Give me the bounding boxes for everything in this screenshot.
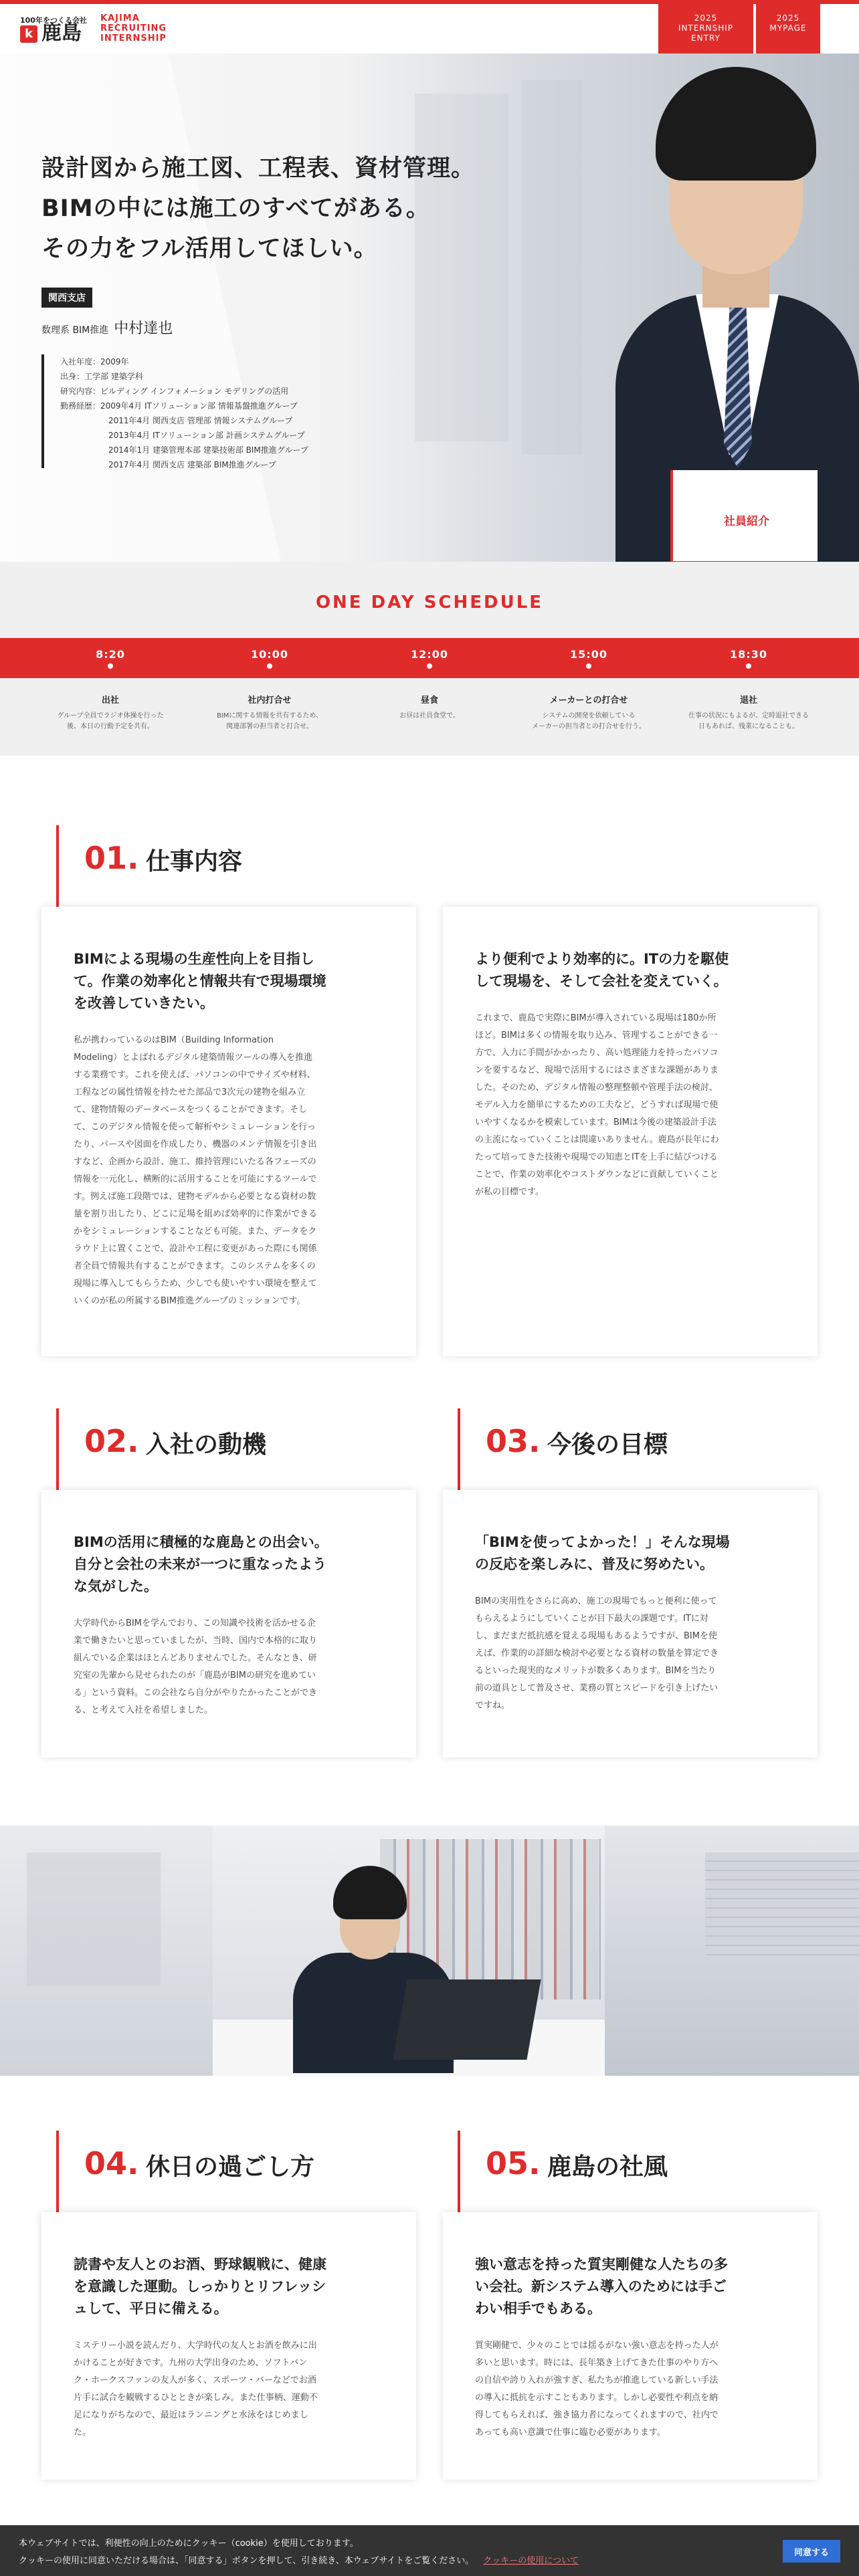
- mypage-button[interactable]: [756, 4, 820, 53]
- schedule-title: ONE DAY SCHEDULE: [315, 593, 544, 613]
- office-photo-center: [213, 1826, 605, 2076]
- schedule-time: [190, 638, 349, 678]
- body-line: 量を割り出したり、どこに足場を組めば効率的に作業ができる: [74, 1209, 318, 1219]
- body-line: の自信や誇り入れが強すぎ、私たちが推進している新しい手法: [475, 2375, 719, 2385]
- body-line: ラウド上に置くことで、設計や工程に変更があった際にも関係: [74, 1244, 317, 1254]
- entry-line: 2025: [694, 13, 718, 23]
- schedule-time-text: 12:00: [411, 648, 448, 661]
- body-line: する業務です。これを使えば、パソコンの中でサイズや材料、: [74, 1070, 316, 1080]
- body-line: ミステリー小説を読んだり、大学時代の友人とお酒を飲みに出: [74, 2341, 317, 2351]
- section-number: 01.: [84, 840, 139, 876]
- card-heading: [74, 1531, 384, 1598]
- heading-line: より便利でより効率的に。ITの力を駆使: [475, 951, 729, 967]
- card-heading: [475, 1531, 785, 1576]
- cookie-agree-button[interactable]: 同意する: [783, 2540, 840, 2563]
- entry-line: INTERNSHIP: [678, 23, 734, 33]
- body-line: 情報を一元化し、横断的に活用することを可能にするツールで: [74, 1174, 317, 1184]
- schedule-item: [350, 638, 509, 722]
- body-line: 大学時代からBIMを学んでおり、この知識や技術を活かせる企: [74, 1618, 316, 1628]
- career-line: 出身：工学部 建築学科: [60, 372, 143, 381]
- card-body: [74, 1032, 384, 1310]
- heading-line: わい相手でもある。: [475, 2300, 601, 2317]
- timeline-dot-icon: [427, 663, 432, 669]
- section-title: 仕事内容: [146, 848, 243, 875]
- branch-badge: 関西支店: [41, 288, 92, 308]
- section-title: 入社の動機: [146, 1431, 267, 1459]
- cookie-text-line: 本ウェブサイトでは、利便性の向上のためにクッキー（cookie）を使用しております。: [19, 2539, 359, 2549]
- desc-line: グループ全員でラジオ体操を行った: [57, 712, 164, 720]
- section-number: 04.: [84, 2145, 139, 2181]
- schedule-time: [31, 638, 190, 678]
- photo-band: [0, 1826, 859, 2076]
- holiday-card: [41, 2212, 416, 2480]
- body-line: ほど。BIMは多くの情報を取り込み、管理することができる一: [475, 1031, 718, 1041]
- body-line: BIMの実用性をさらに高め、施工の現場でもっと便利に使って: [475, 1596, 717, 1606]
- body-line: かけることが好きです。九州の大学出身のため、ソフトバン: [74, 2358, 308, 2368]
- card-heading: [74, 948, 384, 1014]
- body-line: あっても高い意識で仕事に臨む必要があります。: [475, 2428, 666, 2438]
- card-heading: [475, 948, 785, 992]
- body-line: 究室の先輩から見せられたのが「鹿島がBIMの研究を進めてい: [74, 1671, 316, 1681]
- body-line: 質実剛健で、少々のことでは揺るがない強い意志を持った人が: [475, 2341, 719, 2351]
- schedule-desc: [669, 711, 828, 732]
- body-line: ことで、作業の効率化やコストダウンなどに貢献していくこと: [475, 1170, 719, 1180]
- section-title: 鹿島の社風: [547, 2153, 668, 2181]
- body-line: たって培ってきた技術や現場での知恵とITを上手に結びつける: [475, 1152, 718, 1162]
- body-line: 私が携わっているのはBIM（Building Information: [74, 1035, 274, 1045]
- body-line: すなど、企画から設計、施工、維持管理にいたる各フェーズの: [74, 1157, 316, 1167]
- body-line: 多いと思います。時には、長年築き上げてきた仕事のやり方へ: [475, 2358, 718, 2368]
- body-line: 業で働きたいと思っていましたが、当時、国内で本格的に取り: [74, 1636, 318, 1646]
- body-line: ンを要するなど、現場で活用するにはさまざまな課題がありま: [475, 1065, 719, 1075]
- schedule-label: 社内打合せ: [248, 695, 292, 706]
- career-line: 2011年4月 関西支店 管理部 情報システムグループ: [108, 416, 293, 425]
- career-line: 勤務経歴：2009年4月 ITソリューション部 情報基盤推進グループ: [60, 401, 298, 411]
- logo-sub-line: RECRUITING: [100, 23, 167, 33]
- section-number: 05.: [486, 2145, 541, 2181]
- card-heading: [74, 2254, 384, 2320]
- body-line: えば、作業的の詳細な検討や必要となる資材の数量を算定でき: [475, 1648, 719, 1658]
- schedule-desc: [509, 711, 668, 732]
- schedule-label: 退社: [739, 695, 757, 706]
- schedule-time-text: 18:30: [730, 648, 767, 661]
- work-card-left: [41, 907, 416, 1356]
- body-line: いやすくなるかを模索しています。BIMは今後の建築設計手法: [475, 1117, 717, 1128]
- schedule-desc: [31, 711, 190, 732]
- goal-card: [443, 1490, 818, 1757]
- schedule-item: [669, 638, 828, 732]
- schedule-label: メーカーとの打合せ: [549, 695, 628, 706]
- card-heading: [475, 2254, 785, 2320]
- heading-line: の反応を楽しみに、普及に努めたい。: [475, 1556, 714, 1572]
- schedule-time-text: 10:00: [251, 648, 288, 661]
- section-number: 02.: [84, 1423, 139, 1459]
- body-line: の主流になっていくことは間違いありません。鹿島が長年にわ: [475, 1135, 719, 1145]
- body-line: ク・ホークスファンの友人が多く、スポーツ・バーなどでお酒: [74, 2375, 316, 2385]
- section-title: 今後の目標: [547, 1431, 668, 1459]
- heading-line: を意識した運動。しっかりとリフレッシ: [74, 2278, 326, 2294]
- desc-line: 関連部署の担当者と打合せ。: [226, 723, 313, 730]
- schedule-time: [669, 638, 828, 678]
- career-line: 2013年4月 ITソリューション部 計画システムグループ: [108, 431, 305, 440]
- card-body: [475, 2337, 785, 2442]
- mypage-line: MYPAGE: [769, 23, 807, 33]
- desc-line: 仕事の状況にもよるが、定時退社できる: [688, 712, 809, 720]
- schedule-label: 出社: [101, 695, 119, 706]
- career-profile: [41, 354, 343, 468]
- heading-line: い会社。新システム導入のためには手ご: [475, 2278, 727, 2294]
- heading-line: を改善していきたい。: [74, 995, 214, 1011]
- logo-sub-line: INTERNSHIP: [100, 33, 167, 43]
- timeline-dot-icon: [746, 663, 751, 669]
- hero-title-line: 設計図から施工図、工程表、資材管理。: [41, 155, 476, 182]
- schedule-desc: [350, 711, 509, 722]
- employee-role: 数理系 BIM推進: [41, 325, 109, 336]
- body-line: 工程などの属性情報を持たせた部品で3次元の建物を組み立: [74, 1087, 306, 1097]
- heading-line: 「BIMを使ってよかった！」そんな現場: [475, 1534, 730, 1550]
- heading-line: 自分と会社の未来が一つに重なったよう: [74, 1556, 326, 1572]
- work-card-right: [443, 907, 818, 1356]
- cookie-banner: [0, 2525, 859, 2576]
- schedule-desc: [190, 711, 349, 732]
- heading-line: して現場を、そして会社を変えていく。: [475, 973, 728, 989]
- body-line: 方で、入力に手間がかかったり、高い処理能力を持ったパソコ: [475, 1048, 719, 1058]
- employee-name-line: [41, 317, 173, 338]
- schedule-item: [190, 638, 349, 732]
- schedule-item: [509, 638, 668, 732]
- logo-tagline[interactable]: 100年をつくる会社: [20, 16, 87, 25]
- heading-line: 強い意志を持った質実剛健な人たちの多: [475, 2256, 728, 2272]
- body-line: て、建物情報のデータベースをつくることができます。そし: [74, 1105, 308, 1115]
- schedule-time-text: 15:00: [570, 648, 607, 661]
- desc-line: システムの開発を依頼している: [542, 712, 636, 720]
- body-line: るといった現実的なメリットが数多くあります。BIMを当たり: [475, 1666, 717, 1676]
- body-line: 者全員で情報共有することができます。このシステムを多くの: [74, 1261, 316, 1271]
- body-line: かをシミュレーションすることなども可能。また、データをク: [74, 1226, 317, 1237]
- employee-intro-label: 社員紹介: [724, 515, 769, 528]
- body-line: いくのが私の所属するBIM推進グループのミッションです。: [74, 1296, 306, 1306]
- schedule-label: 昼食: [420, 695, 438, 706]
- internship-entry-button[interactable]: [658, 4, 753, 53]
- timeline-dot-icon: [586, 663, 591, 669]
- desc-line: 日もあれば、残業になることも。: [698, 723, 799, 730]
- office-photo-right: [605, 1826, 859, 2076]
- heading-line: 読書や友人とのお酒、野球観戦に、健康: [74, 2256, 326, 2272]
- logo-subtitle[interactable]: [100, 13, 167, 43]
- body-line: 前の道具として普及させ、業務の質とスピードを引き上げたい: [475, 1683, 719, 1693]
- body-line: が私の目標です。: [475, 1187, 544, 1197]
- heading-line: な気がした。: [74, 1578, 158, 1594]
- desc-line: お昼は社員食堂で。: [399, 712, 460, 720]
- section-title: 休日の過ごし方: [146, 2153, 315, 2181]
- hero-title-line: BIMの中には施工のすべてがある。: [41, 195, 430, 222]
- career-line: 研究内容：ビルディング インフォメーション モデリングの活用: [60, 387, 289, 396]
- schedule-item: [31, 638, 190, 732]
- body-line: 現場に導入してもらうため、少しでも使いやすい環境を整えて: [74, 1279, 317, 1289]
- hero: [0, 53, 859, 562]
- body-line: す。例えば施工段階では、建物モデルから必要となる資材の数: [74, 1192, 316, 1202]
- motive-card: [41, 1490, 416, 1757]
- hero-title-line: その力をフル活用してほしい。: [41, 235, 378, 262]
- desc-line: BIMに関する情報を共有するため、: [216, 712, 323, 720]
- logo-sub-line: KAJIMA: [100, 13, 140, 23]
- body-line: ですね。: [475, 1701, 510, 1711]
- body-line: もらえるようにしていくことが目下最大の課題です。ITに対: [475, 1614, 708, 1624]
- site-header: [0, 4, 859, 53]
- heading-line: ュして、平日に備える。: [74, 2300, 228, 2317]
- body-line: の導入に抵抗を示すこともあります。しかし必要性や利点を納: [475, 2393, 718, 2403]
- schedule-time: [350, 638, 509, 678]
- body-line: モデル入力を簡単にするための工夫など、どうすれば現場で使: [475, 1100, 719, 1110]
- culture-card: [443, 2212, 818, 2480]
- body-line: たり、パースや図面を作成したり、機器のメンテ情報を引き出: [74, 1140, 317, 1150]
- entry-line: ENTRY: [691, 33, 721, 43]
- timeline-dot-icon: [108, 663, 113, 669]
- schedule-time: [509, 638, 668, 678]
- body-line: て、このデジタル情報を使って解析やシミュレーションを行っ: [74, 1122, 316, 1132]
- card-body: [475, 1593, 785, 1715]
- body-line: る」という資料。この会社なら自分がやりたかったことができ: [74, 1688, 318, 1698]
- body-line: Modeling）とよばれるデジタル建築情報ツールの導入を推進: [74, 1053, 313, 1063]
- career-line: 2014年1月 建築管理本部 建築技術部 BIM推進グループ: [108, 445, 308, 455]
- desc-line: メーカーの担当者との打合せを行う。: [532, 723, 646, 730]
- career-line: 2017年4月 関西支店 建築部 BIM推進グループ: [108, 460, 276, 468]
- body-line: 足になりがちなので、最近はランニングと水泳をはじめまし: [74, 2410, 308, 2420]
- employee-name: 中村達也: [114, 320, 173, 337]
- card-body: [475, 1010, 785, 1201]
- body-line: これまで、鹿島で実際にBIMが導入されている現場は180か所: [475, 1013, 717, 1023]
- employee-intro-link[interactable]: [670, 470, 818, 562]
- office-photo-left: [0, 1826, 213, 2076]
- hero-title: [41, 148, 475, 269]
- body-line: 組んでいる企業はほとんどありませんでした。そんなとき、研: [74, 1653, 317, 1663]
- body-line: した。そのため、デジタル情報の整理整頓や管理手法の検討、: [475, 1083, 718, 1093]
- cookie-policy-link[interactable]: クッキーの使用について: [483, 2556, 579, 2566]
- kajima-logo-icon[interactable]: k: [20, 25, 37, 43]
- body-line: 片手に試合を観戦するひとときが楽しみ。また仕事柄、運動不: [74, 2393, 318, 2403]
- body-line: た。: [74, 2428, 92, 2438]
- cookie-text: クッキーの使用に同意いただける場合は、「同意する」ボタンを押して、引き続き、本ウェブサイトをご覧ください。: [19, 2556, 474, 2566]
- schedule-time-text: 8:20: [96, 648, 125, 661]
- heading-line: BIMの活用に積極的な鹿島との出会い。: [74, 1534, 328, 1550]
- body-line: る、と考えて入社を希望しました。: [74, 1705, 213, 1715]
- logo-text[interactable]: 鹿島: [41, 21, 82, 45]
- career-line: 入社年度：2009年: [60, 357, 129, 366]
- heading-line: て。作業の効率化と情報共有で現場環境: [74, 973, 326, 989]
- card-body: [74, 2337, 384, 2442]
- mypage-line: 2025: [776, 13, 800, 23]
- body-line: し、まだまだ抵抗感を覚える現場もあるようですが、BIMを使: [475, 1631, 717, 1641]
- desc-line: 後、本日の行動予定を共有。: [67, 723, 154, 730]
- heading-line: BIMによる現場の生産性向上を目指し: [74, 951, 314, 967]
- timeline-dot-icon: [267, 663, 272, 669]
- section-number: 03.: [486, 1423, 541, 1459]
- body-line: 得してもらえれば、強き協力者になってくれますので、社内で: [475, 2410, 719, 2420]
- cookie-text-line2: [19, 2553, 579, 2566]
- card-body: [74, 1615, 384, 1719]
